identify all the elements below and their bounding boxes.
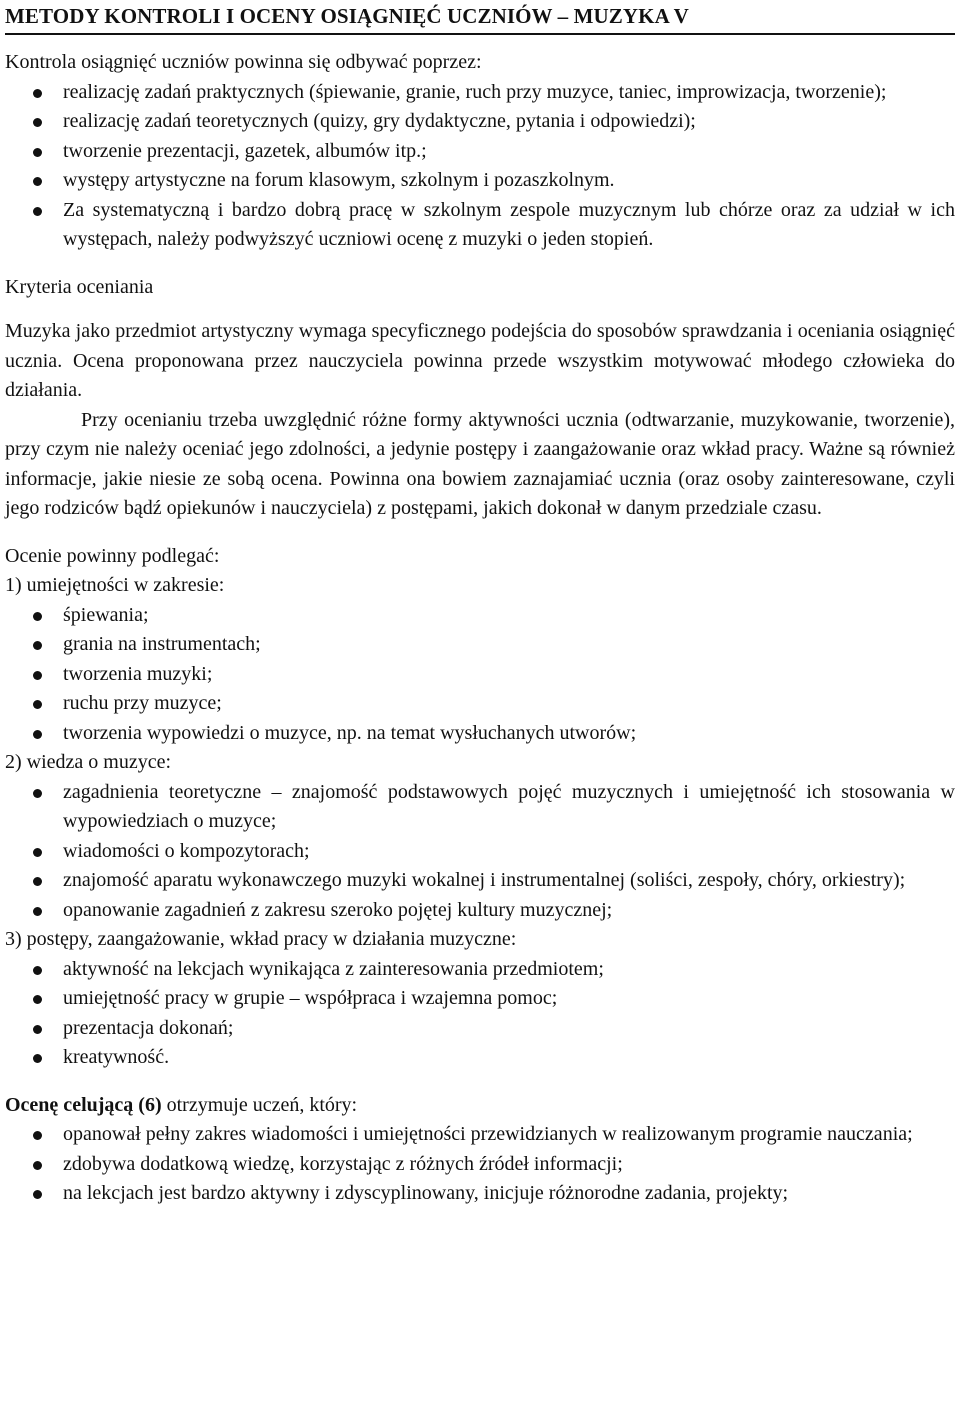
group-list: [5, 955, 955, 1073]
assessment-lead: Ocenie powinny podlegać:: [5, 544, 220, 567]
list-item: na lekcjach jest bardzo aktywny i zdyscyplinowany, inicjuje różnorodne zadania, projekty;: [63, 1179, 955, 1209]
group-list: [5, 778, 955, 926]
list-item: realizację zadań teoretycznych (quizy, gry dydaktyczne, pytania i odpowiedzi);: [63, 107, 955, 137]
list-item: ruchu przy muzyce;: [63, 689, 955, 719]
list-item: zdobywa dodatkową wiedzę, korzystając z różnych źródeł informacji;: [63, 1150, 955, 1180]
list-item: Za systematyczną i bardzo dobrą pracę w szkolnym zespole muzycznym lub chórze oraz za udział w ich występach, należy podwyższyć uczniowi ocenę z muzyki o jeden stopień.: [63, 196, 955, 255]
criteria-paragraph-1: Muzyka jako przedmiot artystyczny wymaga specyficznego podejścia do sposobów sprawdzania i oceniania osiągnięć ucznia. Ocena proponowana przez nauczyciela powinna przede wszystkim motywować młodego człowieka do działania.: [5, 320, 955, 401]
document-page: [5, 0, 955, 1209]
group-label: 1) umiejętności w zakresie:: [5, 574, 225, 596]
group-label: 3) postępy, zaangażowanie, wkład pracy w działania muzyczne:: [5, 928, 517, 950]
grade-rest: otrzymuje uczeń, który:: [161, 1093, 358, 1116]
criteria-heading: Kryteria oceniania: [5, 275, 154, 298]
list-item: prezentacja dokonań;: [63, 1014, 955, 1044]
list-item: kreatywność.: [63, 1043, 955, 1073]
intro-list: [5, 78, 955, 255]
list-item: znajomość aparatu wykonawczego muzyki wokalnej i instrumentalnej (soliści, zespoły, chóry, orkiestry);: [63, 866, 955, 896]
grade-list: [5, 1120, 955, 1209]
list-item: śpiewania;: [63, 601, 955, 631]
list-item: wiadomości o kompozytorach;: [63, 837, 955, 867]
list-item: grania na instrumentach;: [63, 630, 955, 660]
list-item: tworzenia muzyki;: [63, 660, 955, 690]
list-item: opanował pełny zakres wiadomości i umiejętności przewidzianych w realizowanym programie nauczania;: [63, 1120, 955, 1150]
group-list: [5, 601, 955, 749]
list-item: realizację zadań praktycznych (śpiewanie, granie, ruch przy muzyce, taniec, improwizacja, tworzenie);: [63, 78, 955, 108]
list-item: zagadnienia teoretyczne – znajomość podstawowych pojęć muzycznych i umiejętność ich stosowania w wypowiedziach o muzyce;: [63, 778, 955, 837]
group-label: 2) wiedza o muzyce:: [5, 751, 172, 773]
list-item: tworzenie prezentacji, gazetek, albumów itp.;: [63, 137, 955, 167]
title-divider: [5, 33, 955, 35]
list-item: występy artystyczne na forum klasowym, szkolnym i pozaszkolnym.: [63, 166, 955, 196]
page-title: METODY KONTROLI I OCENY OSIĄGNIĘĆ UCZNIÓW – MUZYKA V: [5, 4, 689, 28]
grade-heading: [5, 1091, 955, 1121]
intro-lead: Kontrola osiągnięć uczniów powinna się odbywać poprzez:: [5, 51, 482, 73]
list-item: aktywność na lekcjach wynikająca z zainteresowania przedmiotem;: [63, 955, 955, 985]
criteria-paragraph-2: Przy ocenianiu trzeba uwzględnić różne formy aktywności ucznia (odtwarzanie, muzykowanie, tworzenie), przy czym nie należy oceniać jego zdolności, a jedynie postępy i zaangażowanie oraz wkład pracy. Ważne są również informacje, jakie niesie ze sobą ocena. Powinna ona bowiem zaznajamiać ucznia (oraz osoby zainteresowane, czyli jego rodziców bądź opiekunów i nauczyciela) z postępami, jakich dokonał w danym przedziale czasu.: [5, 408, 955, 519]
list-item: opanowanie zagadnień z zakresu szeroko pojętej kultury muzycznej;: [63, 896, 955, 926]
list-item: umiejętność pracy w grupie – współpraca i wzajemna pomoc;: [63, 984, 955, 1014]
list-item: tworzenia wypowiedzi o muzyce, np. na temat wysłuchanych utworów;: [63, 719, 955, 749]
grade-label: Ocenę celującą (6): [5, 1093, 162, 1116]
